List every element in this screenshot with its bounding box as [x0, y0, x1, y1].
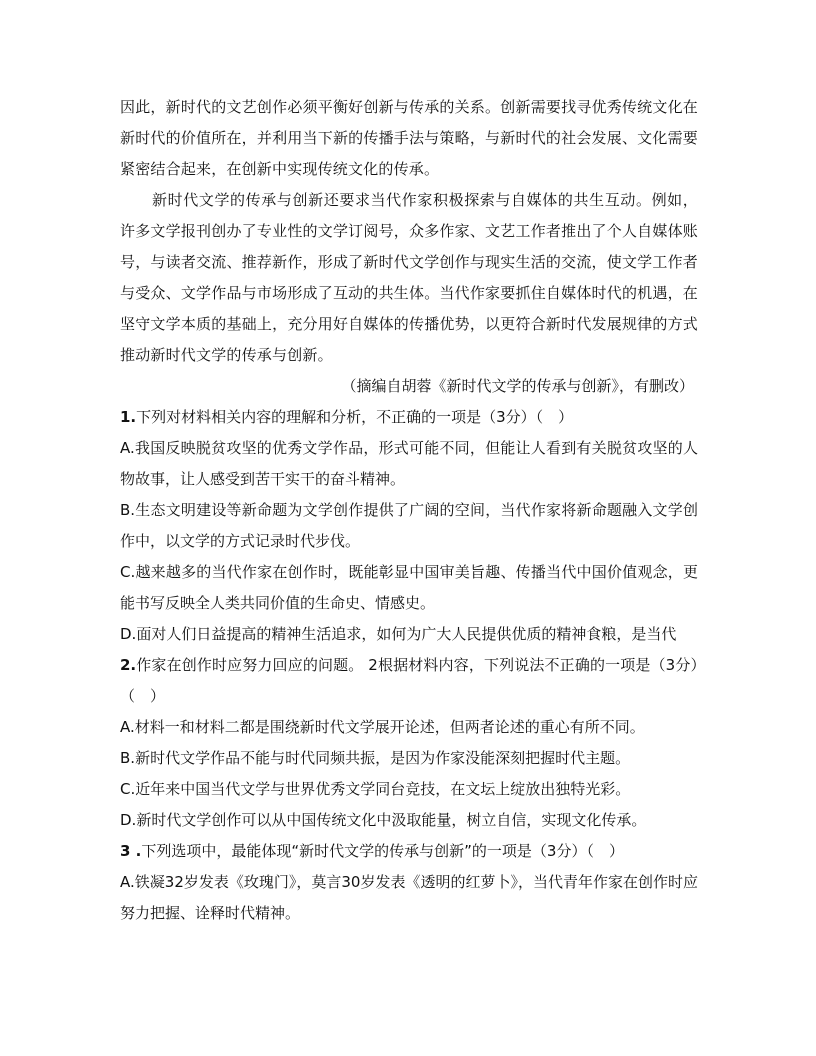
- question-1-option-a: [120, 433, 698, 495]
- question-1-option-d: [120, 619, 698, 650]
- question-2-text: 作家在创作时应努力回应的问题。 2根据材料内容，下列说法不正确的一项是（3分）（ ）: [120, 656, 698, 705]
- option-text: 越来越多的当代作家在创作时，既能彰显中国审美旨趣、传播当代中国价值观念，更能书写反映全人类共同价值的生命史、情感史。: [120, 563, 698, 612]
- option-text: 新时代文学作品不能与时代同频共振，是因为作家没能深刻把握时代主题。: [135, 749, 631, 767]
- option-label: A.: [120, 718, 135, 736]
- question-2-option-a: [120, 712, 698, 743]
- option-label: B.: [120, 501, 136, 519]
- question-3-text: 下列选项中，最能体现“新时代文学的传承与创新”的一项是（3分）（ ）: [141, 842, 624, 860]
- question-2-number: 2.: [120, 656, 137, 674]
- option-text: 近年来中国当代文学与世界优秀文学同台竞技，在文坛上绽放出独特光彩。: [135, 780, 631, 798]
- question-1-option-c: [120, 557, 698, 619]
- question-2-option-d: [120, 805, 698, 836]
- question-2-stem: [120, 650, 698, 712]
- passage-paragraph-1: 因此，新时代的文艺创作必须平衡好创新与传承的关系。创新需要找寻优秀传统文化在新时代的价值所在，并利用当下新的传播手法与策略，与新时代的社会发展、文化需要紧密结合起来，在创新中实现传统文化的传承。: [120, 98, 698, 178]
- question-3-stem: [120, 836, 698, 867]
- question-3-option-a: [120, 867, 698, 929]
- question-2-option-c: [120, 774, 698, 805]
- option-label: C.: [120, 780, 136, 798]
- question-3-number: 3 .: [120, 842, 142, 860]
- option-label: A.: [120, 873, 135, 891]
- option-label: D.: [120, 625, 137, 643]
- option-text: 生态文明建设等新命题为文学创作提供了广阔的空间，当代作家将新命题融入文学创作中，以文学的方式记录时代步伐。: [120, 501, 698, 550]
- question-1-number: 1.: [120, 408, 137, 426]
- question-2-option-b: [120, 743, 698, 774]
- document-body: [120, 92, 698, 929]
- option-text: 新时代文学创作可以从中国传统文化中汲取能量，树立自信，实现文化传承。: [136, 811, 647, 829]
- option-label: D.: [120, 811, 137, 829]
- option-label: B.: [120, 749, 136, 767]
- question-1-text: 下列对材料相关内容的理解和分析，不正确的一项是（3分）（ ）: [136, 408, 574, 426]
- option-text: 我国反映脱贫攻坚的优秀文学作品，形式可能不同，但能让人看到有关脱贫攻坚的人物故事，让人感受到苦干实干的奋斗精神。: [120, 439, 698, 488]
- passage-source: （摘编自胡蓉《新时代文学的传承与创新》，有删改）: [341, 377, 694, 395]
- option-text: 铁凝32岁发表《玫瑰门》，莫言30岁发表《透明的红萝卜》，当代青年作家在创作时应努力把握、诠释时代精神。: [120, 873, 698, 922]
- option-text: 面对人们日益提高的精神生活追求，如何为广大人民提供优质的精神食粮，是当代: [136, 625, 677, 643]
- question-1-option-b: [120, 495, 698, 557]
- question-1-stem: [120, 402, 698, 433]
- option-label: C.: [120, 563, 136, 581]
- option-label: A.: [120, 439, 135, 457]
- option-text: 材料一和材料二都是围绕新时代文学展开论述，但两者论述的重心有所不同。: [134, 718, 645, 736]
- passage-paragraph-2: 新时代文学的传承与创新还要求当代作家积极探索与自媒体的共生互动。例如，许多文学报刊创办了专业性的文学订阅号，众多作家、文艺工作者推出了个人自媒体账号，与读者交流、推荐新作，形成了新时代文学创作与现实生活的交流，使文学工作者与受众、文学作品与市场形成了互动的共生体。当代作家要抓住自媒体时代的机遇，在坚守文学本质的基础上，充分用好自媒体的传播优势，以更符合新时代发展规律的方式推动新时代文学的传承与创新。: [120, 191, 698, 364]
